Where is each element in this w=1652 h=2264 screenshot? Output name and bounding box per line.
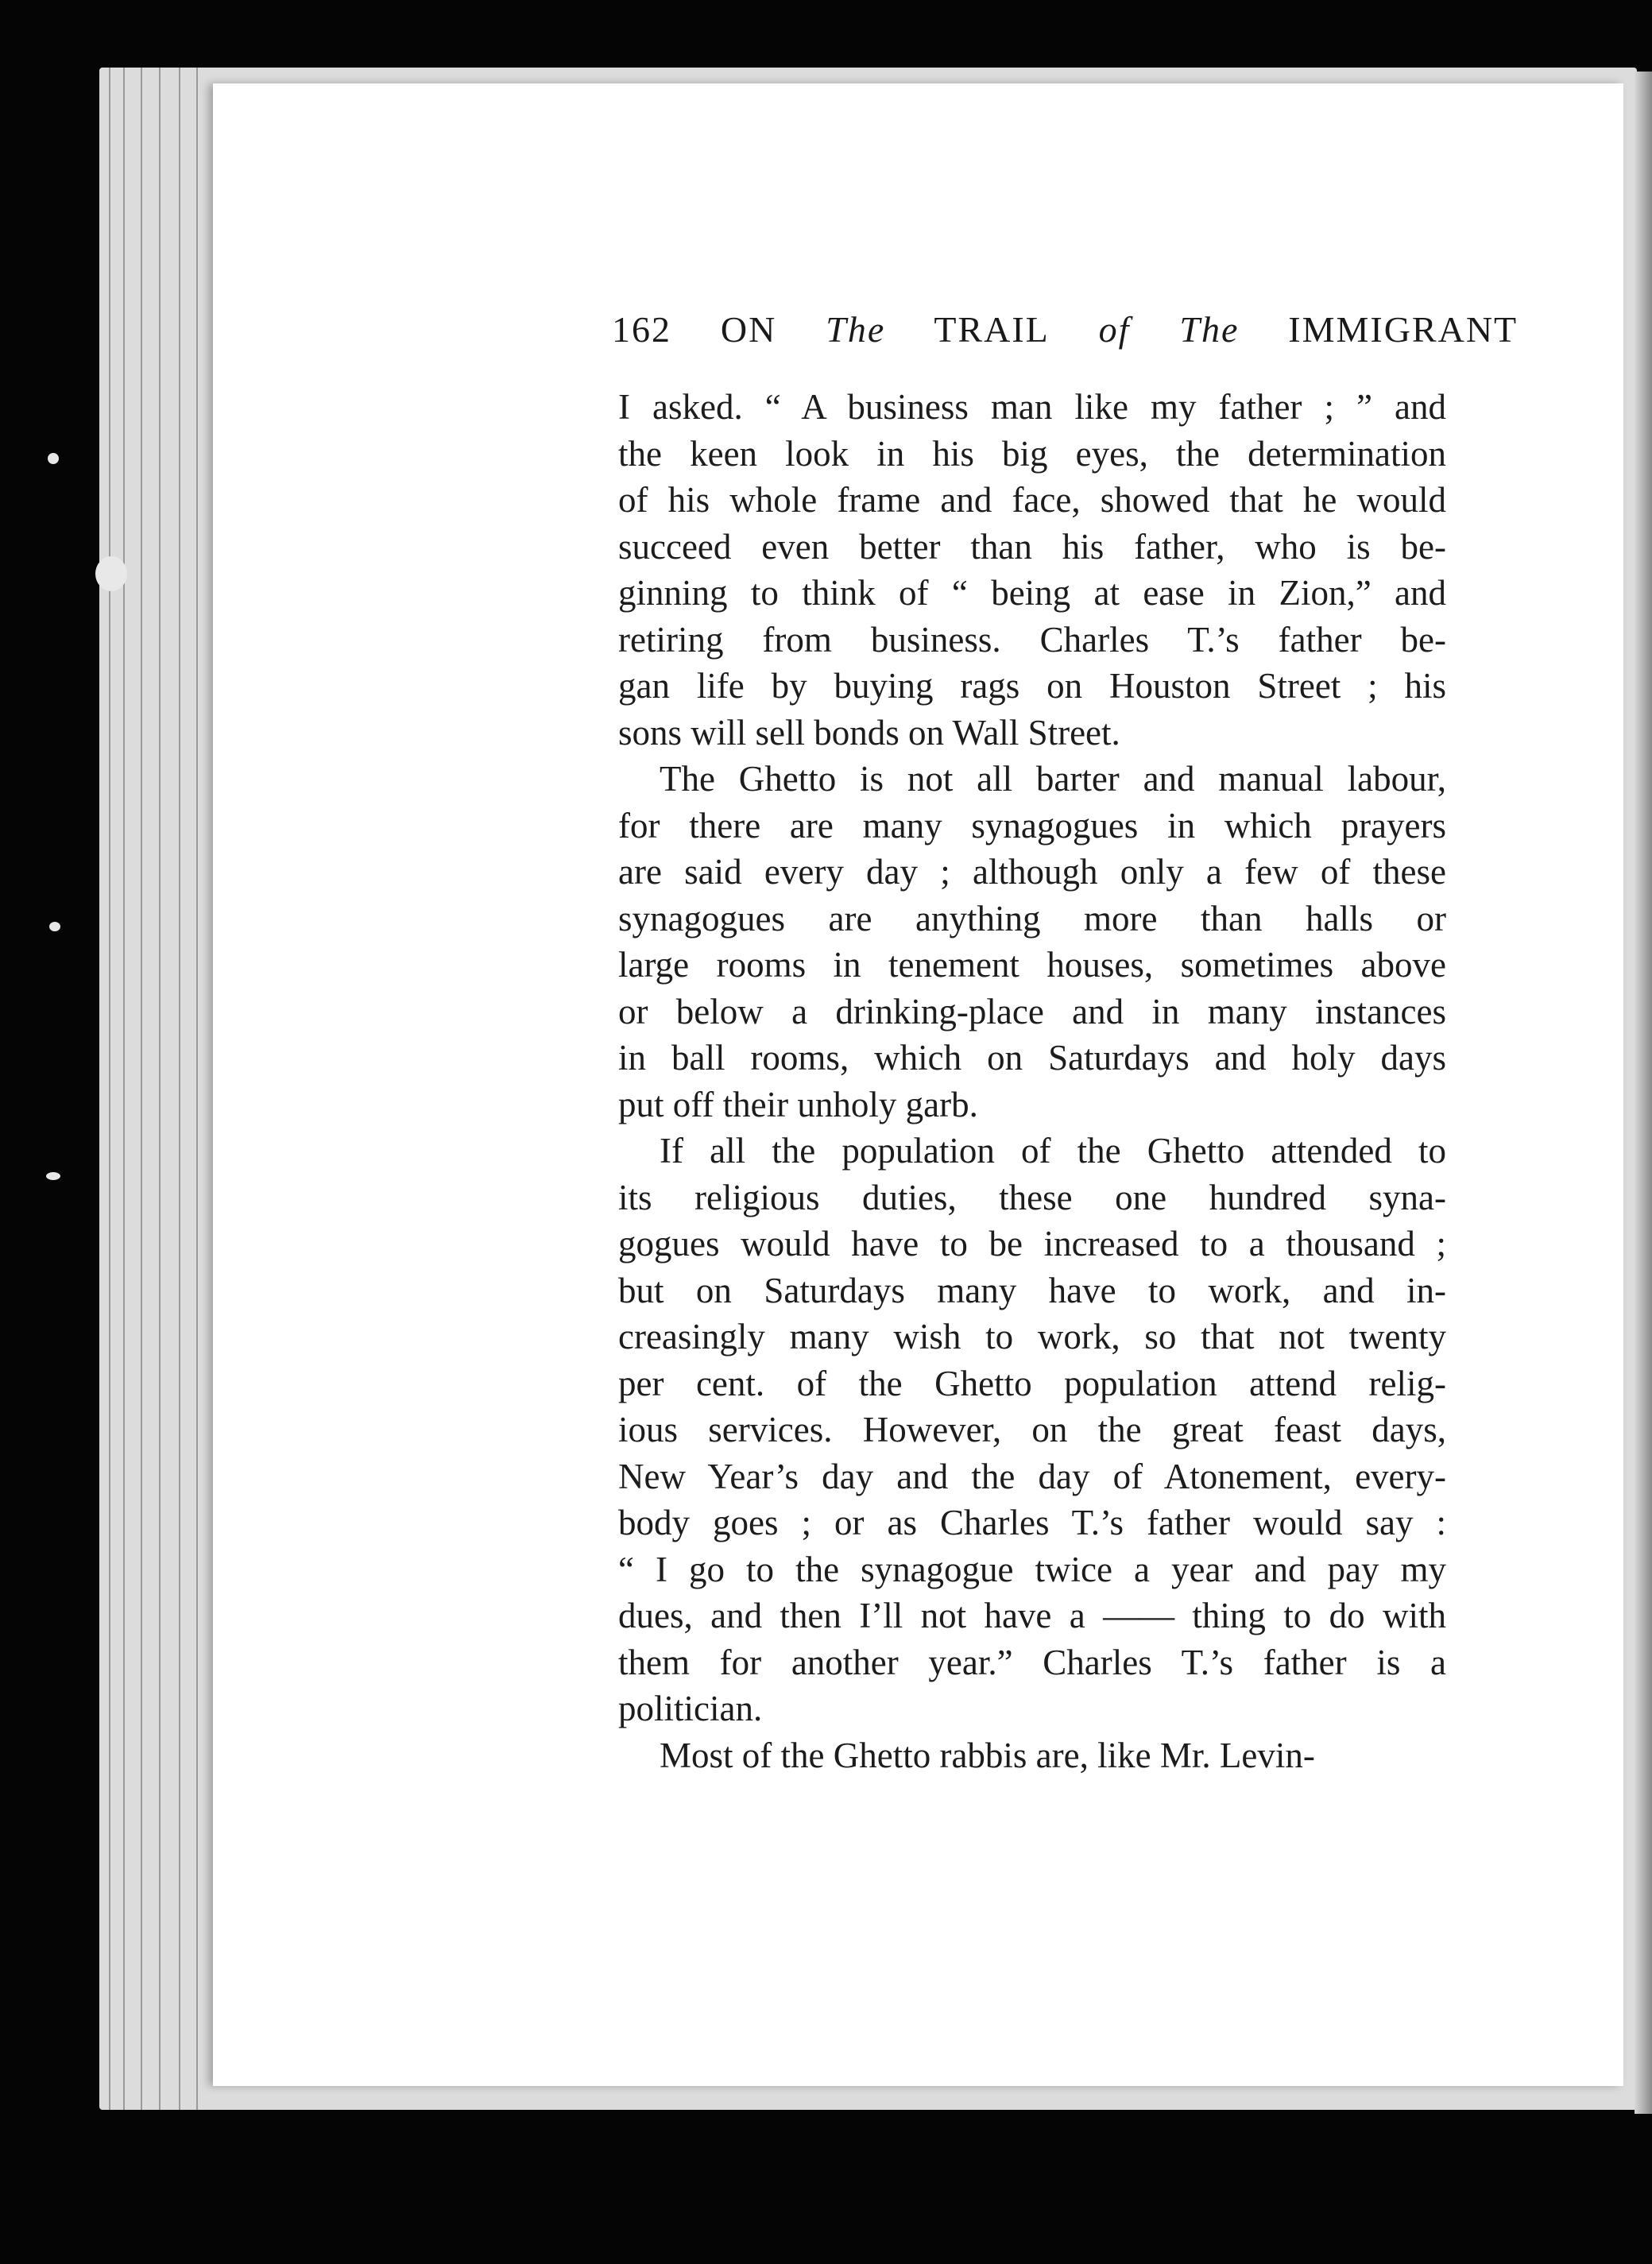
text-line: them for another year.” Charles T.’s father is a: [618, 1642, 1446, 1682]
text-line: dues, and then I’ll not have a —— thing to do with: [618, 1596, 1446, 1635]
paragraph: [618, 1732, 1446, 1779]
dust-speck: [46, 1172, 60, 1180]
right-page-edge: [1635, 72, 1652, 2114]
text-line: but on Saturdays many have to work, and in-: [618, 1270, 1446, 1310]
text-line: the keen look in his big eyes, the determination: [618, 433, 1446, 474]
text-line: politician.: [618, 1689, 763, 1728]
text-line: The Ghetto is not all barter and manual labour,: [660, 759, 1446, 799]
text-line: gogues would have to be increased to a thousand ;: [618, 1224, 1446, 1264]
text-line: New Year’s day and the day of Atonement, every-: [618, 1456, 1446, 1496]
running-head-word: ON: [720, 309, 777, 350]
text-line: for there are many synagogues in which prayers: [618, 805, 1446, 846]
page-edge-line: [109, 68, 110, 2110]
text-line: sons will sell bonds on Wall Street.: [618, 712, 1120, 753]
text-line: of his whole frame and face, showed that he would: [618, 480, 1446, 520]
paragraph: [618, 1128, 1446, 1732]
page-edge-line: [179, 68, 180, 2110]
page-edge-line: [123, 68, 125, 2110]
dust-speck: [48, 453, 59, 464]
page-edge-line: [196, 68, 198, 2110]
text-line: If all the population of the Ghetto attended to: [660, 1131, 1446, 1171]
text-line: synagogues are anything more than halls or: [618, 898, 1446, 938]
text-line: gan life by buying rags on Houston Street ; his: [618, 666, 1446, 706]
page-edge-line: [159, 68, 161, 2110]
text-line: in ball rooms, which on Saturdays and holy days: [618, 1038, 1446, 1078]
text-line: ious services. However, on the great feast days,: [618, 1410, 1446, 1449]
text-line: large rooms in tenement houses, sometimes above: [618, 945, 1446, 985]
body-text: [618, 384, 1446, 1778]
text-line: body goes ; or as Charles T.’s father would say :: [618, 1503, 1446, 1542]
page-edge-line: [141, 68, 142, 2110]
running-head-word: The: [1179, 309, 1240, 350]
text-line: are said every day ; although only a few of these: [618, 852, 1446, 892]
text-line: ginning to think of “ being at ease in Zion,” and: [618, 573, 1446, 613]
paragraph: [618, 384, 1446, 756]
text-line: retiring from business. Charles T.’s father be-: [618, 619, 1446, 660]
text-line: per cent. of the Ghetto population attend relig-: [618, 1363, 1446, 1403]
running-head-word: TRAIL: [934, 309, 1050, 350]
text-line: succeed even better than his father, who is be-: [618, 526, 1446, 567]
dust-speck: [49, 922, 60, 931]
running-head-word: of: [1098, 309, 1131, 350]
running-head-word: The: [826, 309, 886, 350]
running-head: [612, 308, 1519, 350]
text-line: “ I go to the synagogue twice a year and pay my: [618, 1549, 1446, 1589]
dust-speck: [95, 556, 127, 591]
paragraph: [618, 756, 1446, 1128]
text-line: Most of the Ghetto rabbis are, like Mr. Levin-: [660, 1735, 1315, 1775]
page-number: 162: [612, 309, 671, 350]
running-head-word: IMMIGRANT: [1288, 309, 1519, 350]
text-line: put off their unholy garb.: [618, 1084, 978, 1124]
text-line: or below a drinking-place and in many instances: [618, 991, 1446, 1031]
text-line: I asked. “ A business man like my father ; ” and: [618, 387, 1446, 427]
text-line: its religious duties, these one hundred syna-: [618, 1177, 1446, 1217]
text-line: creasingly many wish to work, so that not twenty: [618, 1317, 1446, 1356]
